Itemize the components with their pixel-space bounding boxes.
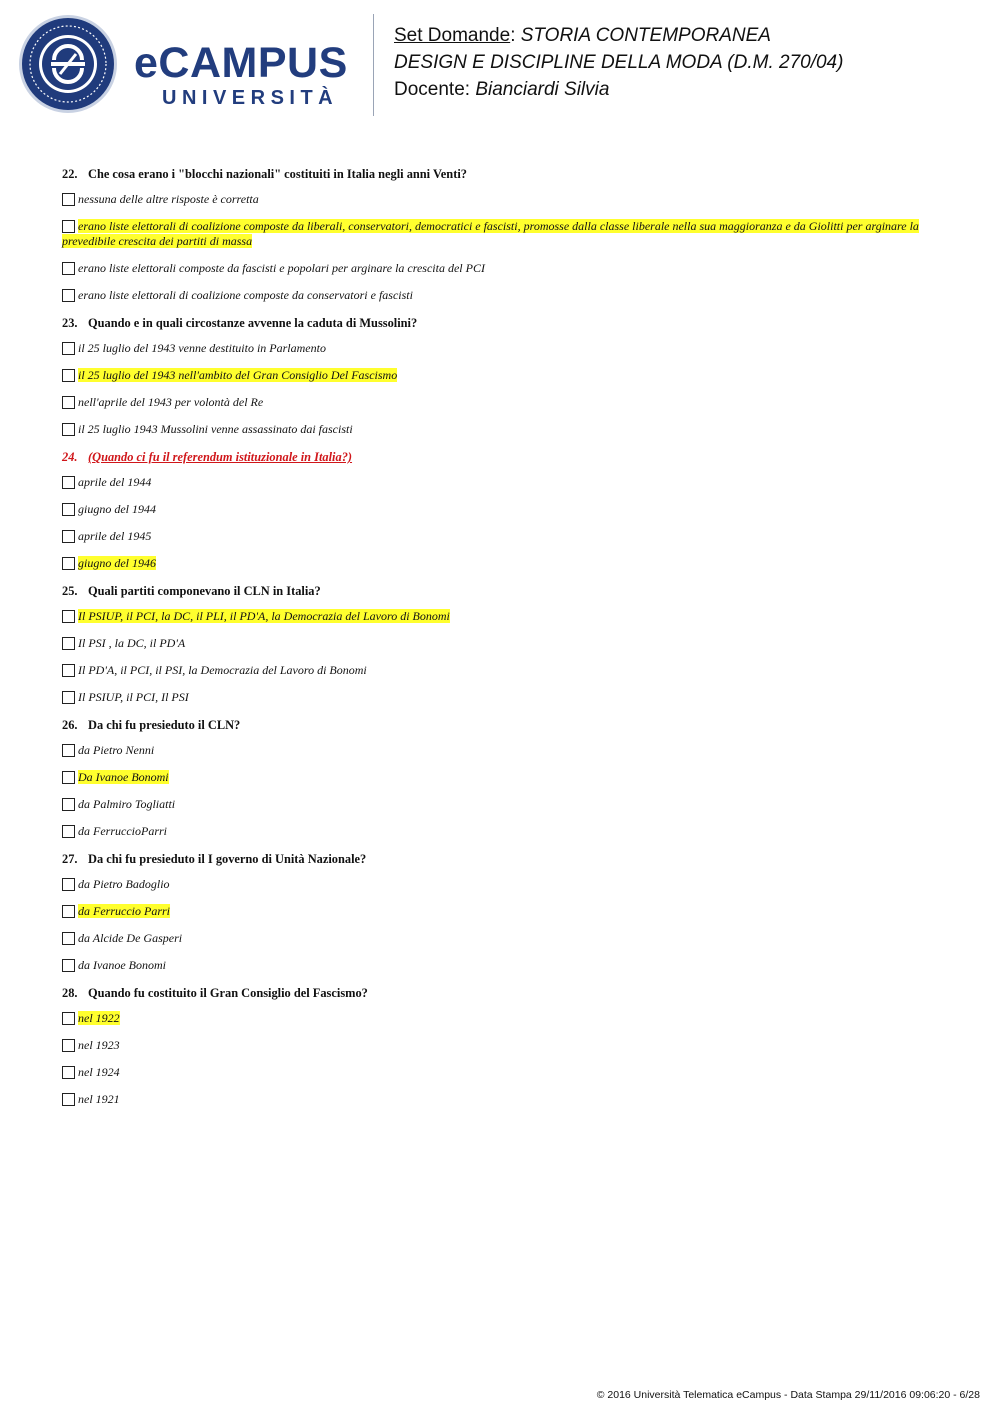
- answer-text: da Ferruccio Parri: [78, 904, 170, 918]
- answer-option: [62, 475, 942, 490]
- answer-checkbox[interactable]: [62, 905, 75, 918]
- answer-checkbox[interactable]: [62, 1093, 75, 1106]
- answer-option: [62, 958, 942, 973]
- question-title: [62, 851, 942, 868]
- answer-checkbox[interactable]: [62, 932, 75, 945]
- question-text: Da chi fu presieduto il I governo di Unità Nazionale?: [88, 852, 367, 866]
- answer-checkbox[interactable]: [62, 798, 75, 811]
- answer-option: [62, 636, 942, 651]
- answer-text: Il PD'A, il PCI, il PSI, la Democrazia del Lavoro di Bonomi: [78, 663, 367, 677]
- question-number: 22.: [62, 167, 78, 181]
- answer-text: Il PSI , la DC, il PD'A: [78, 636, 186, 650]
- question-item: [62, 717, 942, 839]
- question-item: [62, 583, 942, 705]
- page-footer: © 2016 Università Telematica eCampus - Data Stampa 29/11/2016 09:06:20 - 6/28: [596, 1389, 980, 1401]
- answer-checkbox[interactable]: [62, 878, 75, 891]
- answer-option: [62, 192, 942, 207]
- answer-checkbox[interactable]: [62, 771, 75, 784]
- answer-checkbox[interactable]: [62, 557, 75, 570]
- answer-checkbox[interactable]: [62, 959, 75, 972]
- answer-option: [62, 1038, 942, 1053]
- answer-text: da Ivanoe Bonomi: [78, 958, 166, 972]
- question-number: 27.: [62, 852, 78, 866]
- answer-text: nel 1921: [78, 1092, 120, 1106]
- ecampus-logo-icon: [18, 14, 118, 114]
- answer-text: erano liste elettorali di coalizione composte da conservatori e fascisti: [78, 288, 413, 302]
- answer-option: [62, 663, 942, 678]
- answer-checkbox[interactable]: [62, 1012, 75, 1025]
- answer-checkbox[interactable]: [62, 369, 75, 382]
- set-label: Set Domande: [394, 25, 511, 46]
- answer-checkbox[interactable]: [62, 476, 75, 489]
- question-item: [62, 315, 942, 437]
- answer-text: il 25 luglio del 1943 venne destituito in Parlamento: [78, 341, 326, 355]
- answer-option: [62, 502, 942, 517]
- question-item: [62, 985, 942, 1107]
- answer-text: erano liste elettorali di coalizione composte da liberali, conservatori, democratici e fascisti, promosse dalla classe liberale nella sua maggioranza e da Giolitti per arginare la prevedibile crescita dei partiti di massa: [62, 219, 919, 248]
- answer-text: nel 1924: [78, 1065, 120, 1079]
- question-item: [62, 851, 942, 973]
- answer-checkbox[interactable]: [62, 220, 75, 233]
- page-header: [0, 0, 1000, 130]
- answer-option: [62, 529, 942, 544]
- answer-checkbox[interactable]: [62, 503, 75, 516]
- answer-option: [62, 556, 942, 571]
- answer-option: [62, 1092, 942, 1107]
- question-text: Quando e in quali circostanze avvenne la caduta di Mussolini?: [88, 316, 418, 330]
- question-title: [62, 583, 942, 600]
- answer-checkbox[interactable]: [62, 664, 75, 677]
- question-text: Da chi fu presieduto il CLN?: [88, 718, 241, 732]
- question-number: 25.: [62, 584, 78, 598]
- answer-text: Il PSIUP, il PCI, la DC, il PLI, il PD'A, la Democrazia del Lavoro di Bonomi: [78, 609, 450, 623]
- header-info: [394, 22, 843, 103]
- answer-checkbox[interactable]: [62, 396, 75, 409]
- question-number: 26.: [62, 718, 78, 732]
- answer-checkbox[interactable]: [62, 423, 75, 436]
- answer-text: da Pietro Badoglio: [78, 877, 170, 891]
- answer-option: [62, 609, 942, 624]
- course-line: Set Domande: STORIA CONTEMPORANEA: [394, 25, 771, 46]
- question-text: (Quando ci fu il referendum istituzionale in Italia?): [88, 450, 353, 464]
- answer-option: [62, 797, 942, 812]
- answer-option: [62, 395, 942, 410]
- answer-checkbox[interactable]: [62, 637, 75, 650]
- docente-line: [394, 76, 843, 103]
- answer-option: [62, 770, 942, 785]
- brand-subtitle: UNIVERSITÀ: [162, 87, 339, 109]
- answer-checkbox[interactable]: [62, 825, 75, 838]
- answer-checkbox[interactable]: [62, 289, 75, 302]
- header-divider: [373, 14, 374, 116]
- answer-text: da Palmiro Togliatti: [78, 797, 176, 811]
- answer-text: Da Ivanoe Bonomi: [78, 770, 169, 784]
- answer-text: il 25 luglio del 1943 nell'ambito del Gran Consiglio Del Fascismo: [78, 368, 398, 382]
- answer-option: [62, 931, 942, 946]
- answer-option: [62, 261, 942, 276]
- answer-text: nell'aprile del 1943 per volontà del Re: [78, 395, 264, 409]
- answer-checkbox[interactable]: [62, 610, 75, 623]
- answer-option: [62, 904, 942, 919]
- answer-option: [62, 1011, 942, 1026]
- question-number: 23.: [62, 316, 78, 330]
- question-text: Quando fu costituito il Gran Consiglio del Fascismo?: [88, 986, 368, 1000]
- answer-text: giugno del 1946: [78, 556, 156, 570]
- question-text: Quali partiti componevano il CLN in Italia?: [88, 584, 321, 598]
- question-text: Che cosa erano i "blocchi nazionali" costituiti in Italia negli anni Venti?: [88, 167, 467, 181]
- answer-option: [62, 288, 942, 303]
- answer-checkbox[interactable]: [62, 744, 75, 757]
- answer-checkbox[interactable]: [62, 342, 75, 355]
- docente-label: Docente:: [394, 79, 471, 100]
- answer-text: aprile del 1944: [78, 475, 152, 489]
- answer-option: [62, 824, 942, 839]
- answer-text: nessuna delle altre risposte è corretta: [78, 192, 259, 206]
- question-item: [62, 166, 942, 303]
- answer-option: [62, 341, 942, 356]
- question-number: 24.: [62, 450, 78, 464]
- answer-option: [62, 690, 942, 705]
- question-title: [62, 166, 942, 183]
- answer-checkbox[interactable]: [62, 1066, 75, 1079]
- answer-checkbox[interactable]: [62, 1039, 75, 1052]
- question-title: [62, 449, 942, 466]
- answer-checkbox[interactable]: [62, 193, 75, 206]
- answer-checkbox[interactable]: [62, 691, 75, 704]
- answer-text: erano liste elettorali composte da fascisti e popolari per arginare la crescita del PCI: [78, 261, 485, 275]
- answer-text: il 25 luglio 1943 Mussolini venne assassinato dai fascisti: [78, 422, 353, 436]
- answer-option: [62, 219, 942, 249]
- question-list: [62, 166, 942, 1119]
- brand-name: eCAMPUS: [134, 39, 348, 87]
- question-title: [62, 985, 942, 1002]
- answer-text: giugno del 1944: [78, 502, 156, 516]
- answer-text: da Alcide De Gasperi: [78, 931, 183, 945]
- answer-text: da Pietro Nenni: [78, 743, 155, 757]
- question-title: [62, 717, 942, 734]
- answer-text: da FerruccioParri: [78, 824, 167, 838]
- answer-text: aprile del 1945: [78, 529, 152, 543]
- course-name: STORIA CONTEMPORANEA: [520, 25, 771, 46]
- answer-option: [62, 368, 942, 383]
- answer-option: [62, 877, 942, 892]
- question-number: 28.: [62, 986, 78, 1000]
- answer-checkbox[interactable]: [62, 262, 75, 275]
- answer-text: nel 1922: [78, 1011, 120, 1025]
- answer-text: Il PSIUP, il PCI, Il PSI: [78, 690, 189, 704]
- program-name: DESIGN E DISCIPLINE DELLA MODA (D.M. 270/04): [394, 52, 844, 73]
- question-item: [62, 449, 942, 571]
- answer-option: [62, 1065, 942, 1080]
- answer-checkbox[interactable]: [62, 530, 75, 543]
- question-title: [62, 315, 942, 332]
- docente-name: Bianciardi Silvia: [475, 79, 610, 100]
- brand-wordmark: [134, 40, 359, 110]
- answer-text: nel 1923: [78, 1038, 120, 1052]
- answer-option: [62, 422, 942, 437]
- answer-option: [62, 743, 942, 758]
